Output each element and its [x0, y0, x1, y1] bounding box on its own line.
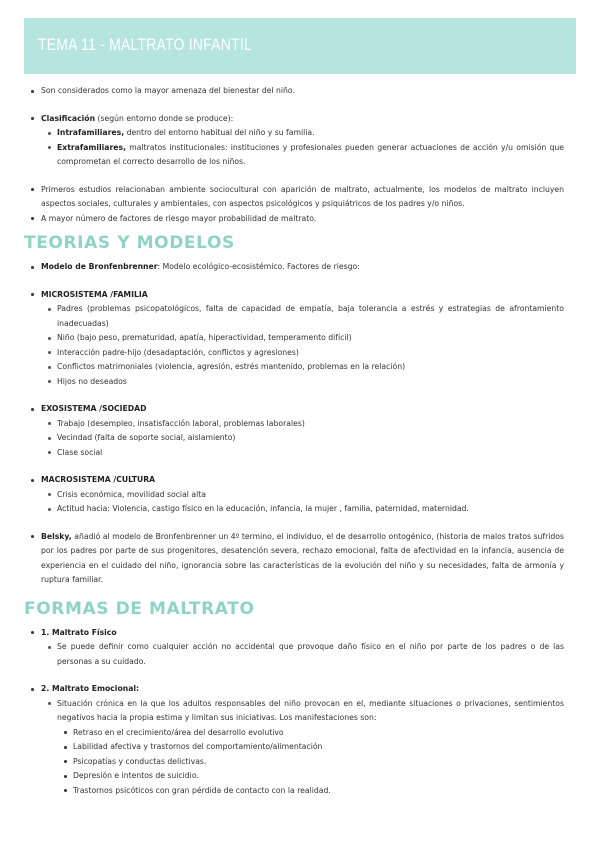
list-item: Niño (bajo peso, prematuridad, apatía, hiperactividad, temperamento difícil) — [45, 331, 564, 346]
microsistema-label: MICROSISTEMA /FAMILIA — [41, 289, 148, 299]
page-title: TEMA 11 - MALTRATO INFANTIL — [38, 35, 252, 54]
list-item: Interacción padre-hijo (desadaptación, conflictos y agresiones) — [45, 346, 564, 361]
list-item: Crisis económica, movilidad social alta — [45, 488, 564, 503]
intro-list — [30, 84, 564, 99]
list-item — [30, 288, 564, 390]
list-item: Actitud hacia: Violencia, castigo físico en la educación, infancia, la mujer , familia, paternidad, maternidad. — [45, 502, 564, 517]
list-item — [30, 682, 564, 798]
section-title-teorias: TEORIAS Y MODELOS — [24, 233, 235, 253]
macrosistema-label: MACROSISTEMA /CULTURA — [41, 475, 156, 484]
list-item — [30, 626, 564, 670]
list-item: Retraso en el crecimiento/área del desarrollo evolutivo — [61, 726, 564, 741]
list-item: Extrafamiliares, maltratos institucionales: instituciones y profesionales pueden generar actuaciones de acción y/u omisión que comprometan el correcto desarrollo de los niños. — [45, 141, 564, 170]
list-item: Hijos no deseados — [45, 375, 564, 390]
clasificacion-list — [30, 112, 564, 170]
list-item: Trastornos psicóticos con gran pérdida de contacto con la realidad. — [61, 784, 564, 799]
modelo-list — [30, 260, 564, 275]
header-banner — [24, 18, 576, 74]
macrosistema-list — [30, 473, 564, 517]
list-item: Intrafamiliares, dentro del entorno habitual del niño y su familia. — [45, 126, 564, 141]
list-item — [30, 473, 564, 517]
emocional-list — [30, 682, 564, 798]
list-item: Son considerados como la mayor amenaza del bienestar del niño. — [30, 84, 564, 99]
list-item: Clase social — [45, 446, 564, 461]
clasificacion-label: Clasificación — [41, 113, 96, 123]
list-item: Clasificación (según entorno donde se produce): Intrafamiliares, dentro del entorno habitual del niño y su familia. Extrafamiliares, maltratos institucionales: instituciones y profesionales pueden generar actuaciones de acción y/u omisión que comprometan el correcto desarrollo de los niños. — [30, 112, 564, 170]
list-item: A mayor número de factores de riesgo mayor probabilidad de maltrato. — [30, 212, 564, 227]
list-item: Labilidad afectiva y trastornos del comportamiento/alimentación — [61, 740, 564, 755]
fisico-list — [30, 626, 564, 670]
list-item: Depresión e intentos de suicidio. — [61, 769, 564, 784]
list-item — [30, 402, 564, 460]
microsistema-list — [30, 288, 564, 390]
exosistema-list — [30, 402, 564, 460]
fisico-label: 1. Maltrato Físico — [41, 627, 117, 637]
document-body — [24, 84, 564, 798]
list-item: Trabajo (desempleo, insatisfacción laboral, problemas laborales) — [45, 417, 564, 432]
list-item: Belsky, añadió al modelo de Bronfenbrenner un 4º termino, el individuo, el de desarrollo ontogénico, (historia de malos tratos sufridos por los padres por parte de sus progenitores, desatención severa, rechazo emocional, falta de afectividad en la infancia, ausencia de experiencia en el cuidado del niño, ignorancia sobre las características de la evolución del niño y su necesidades, falta de armonía y ruptura familiar. — [30, 530, 564, 588]
list-item: Primeros estudios relacionaban ambiente sociocultural con aparición de maltrato, actualmente, los modelos de maltrato incluyen aspectos sociales, culturales y ambientales, con aspectos psicológicos y psiquiátricos de los padres y/o niños. — [30, 183, 564, 212]
list-item: Conflictos matrimoniales (violencia, agresión, estrés mantenido, problemas en la relación) — [45, 360, 564, 375]
list-item: Padres (problemas psicopatológicos, falta de capacidad de empatía, baja tolerancia a estrés y estrategias de afrontamiento inadecuadas) — [45, 302, 564, 331]
belsky-list — [30, 530, 564, 588]
list-item: Situación crónica en la que los adultos responsables del niño provocan en el, mediante situaciones o privaciones, sentimientos negativos hacia la propia estima y limitan sus iniciativas. Los manifestaciones son: Retraso en el crecimiento/área del desarrollo evolutivo Labilidad afectiva y trastornos del comportamiento/alimentación Psicopatías y conductas delictivas. Depresión e intentos de suicidio. Trastornos psicóticos con gran pérdida de contacto con la realidad. — [45, 697, 564, 799]
emocional-label: 2. Maltrato Emocional: — [41, 684, 140, 693]
exosistema-label: EXOSISTEMA /SOCIEDAD — [41, 404, 147, 413]
list-item: Modelo de Bronfenbrenner: Modelo ecológico-ecosistémico. Factores de riesgo: — [30, 260, 564, 275]
context-list — [30, 183, 564, 227]
list-item: Psicopatías y conductas delictivas. — [61, 755, 564, 770]
list-item: Se puede definir como cualquier acción no accidental que provoque daño físico en el niño por parte de los padres o de las personas a su cuidado. — [45, 640, 564, 669]
section-title-formas: FORMAS DE MALTRATO — [24, 598, 255, 619]
list-item: Vecindad (falta de soporte social, aislamiento) — [45, 431, 564, 446]
